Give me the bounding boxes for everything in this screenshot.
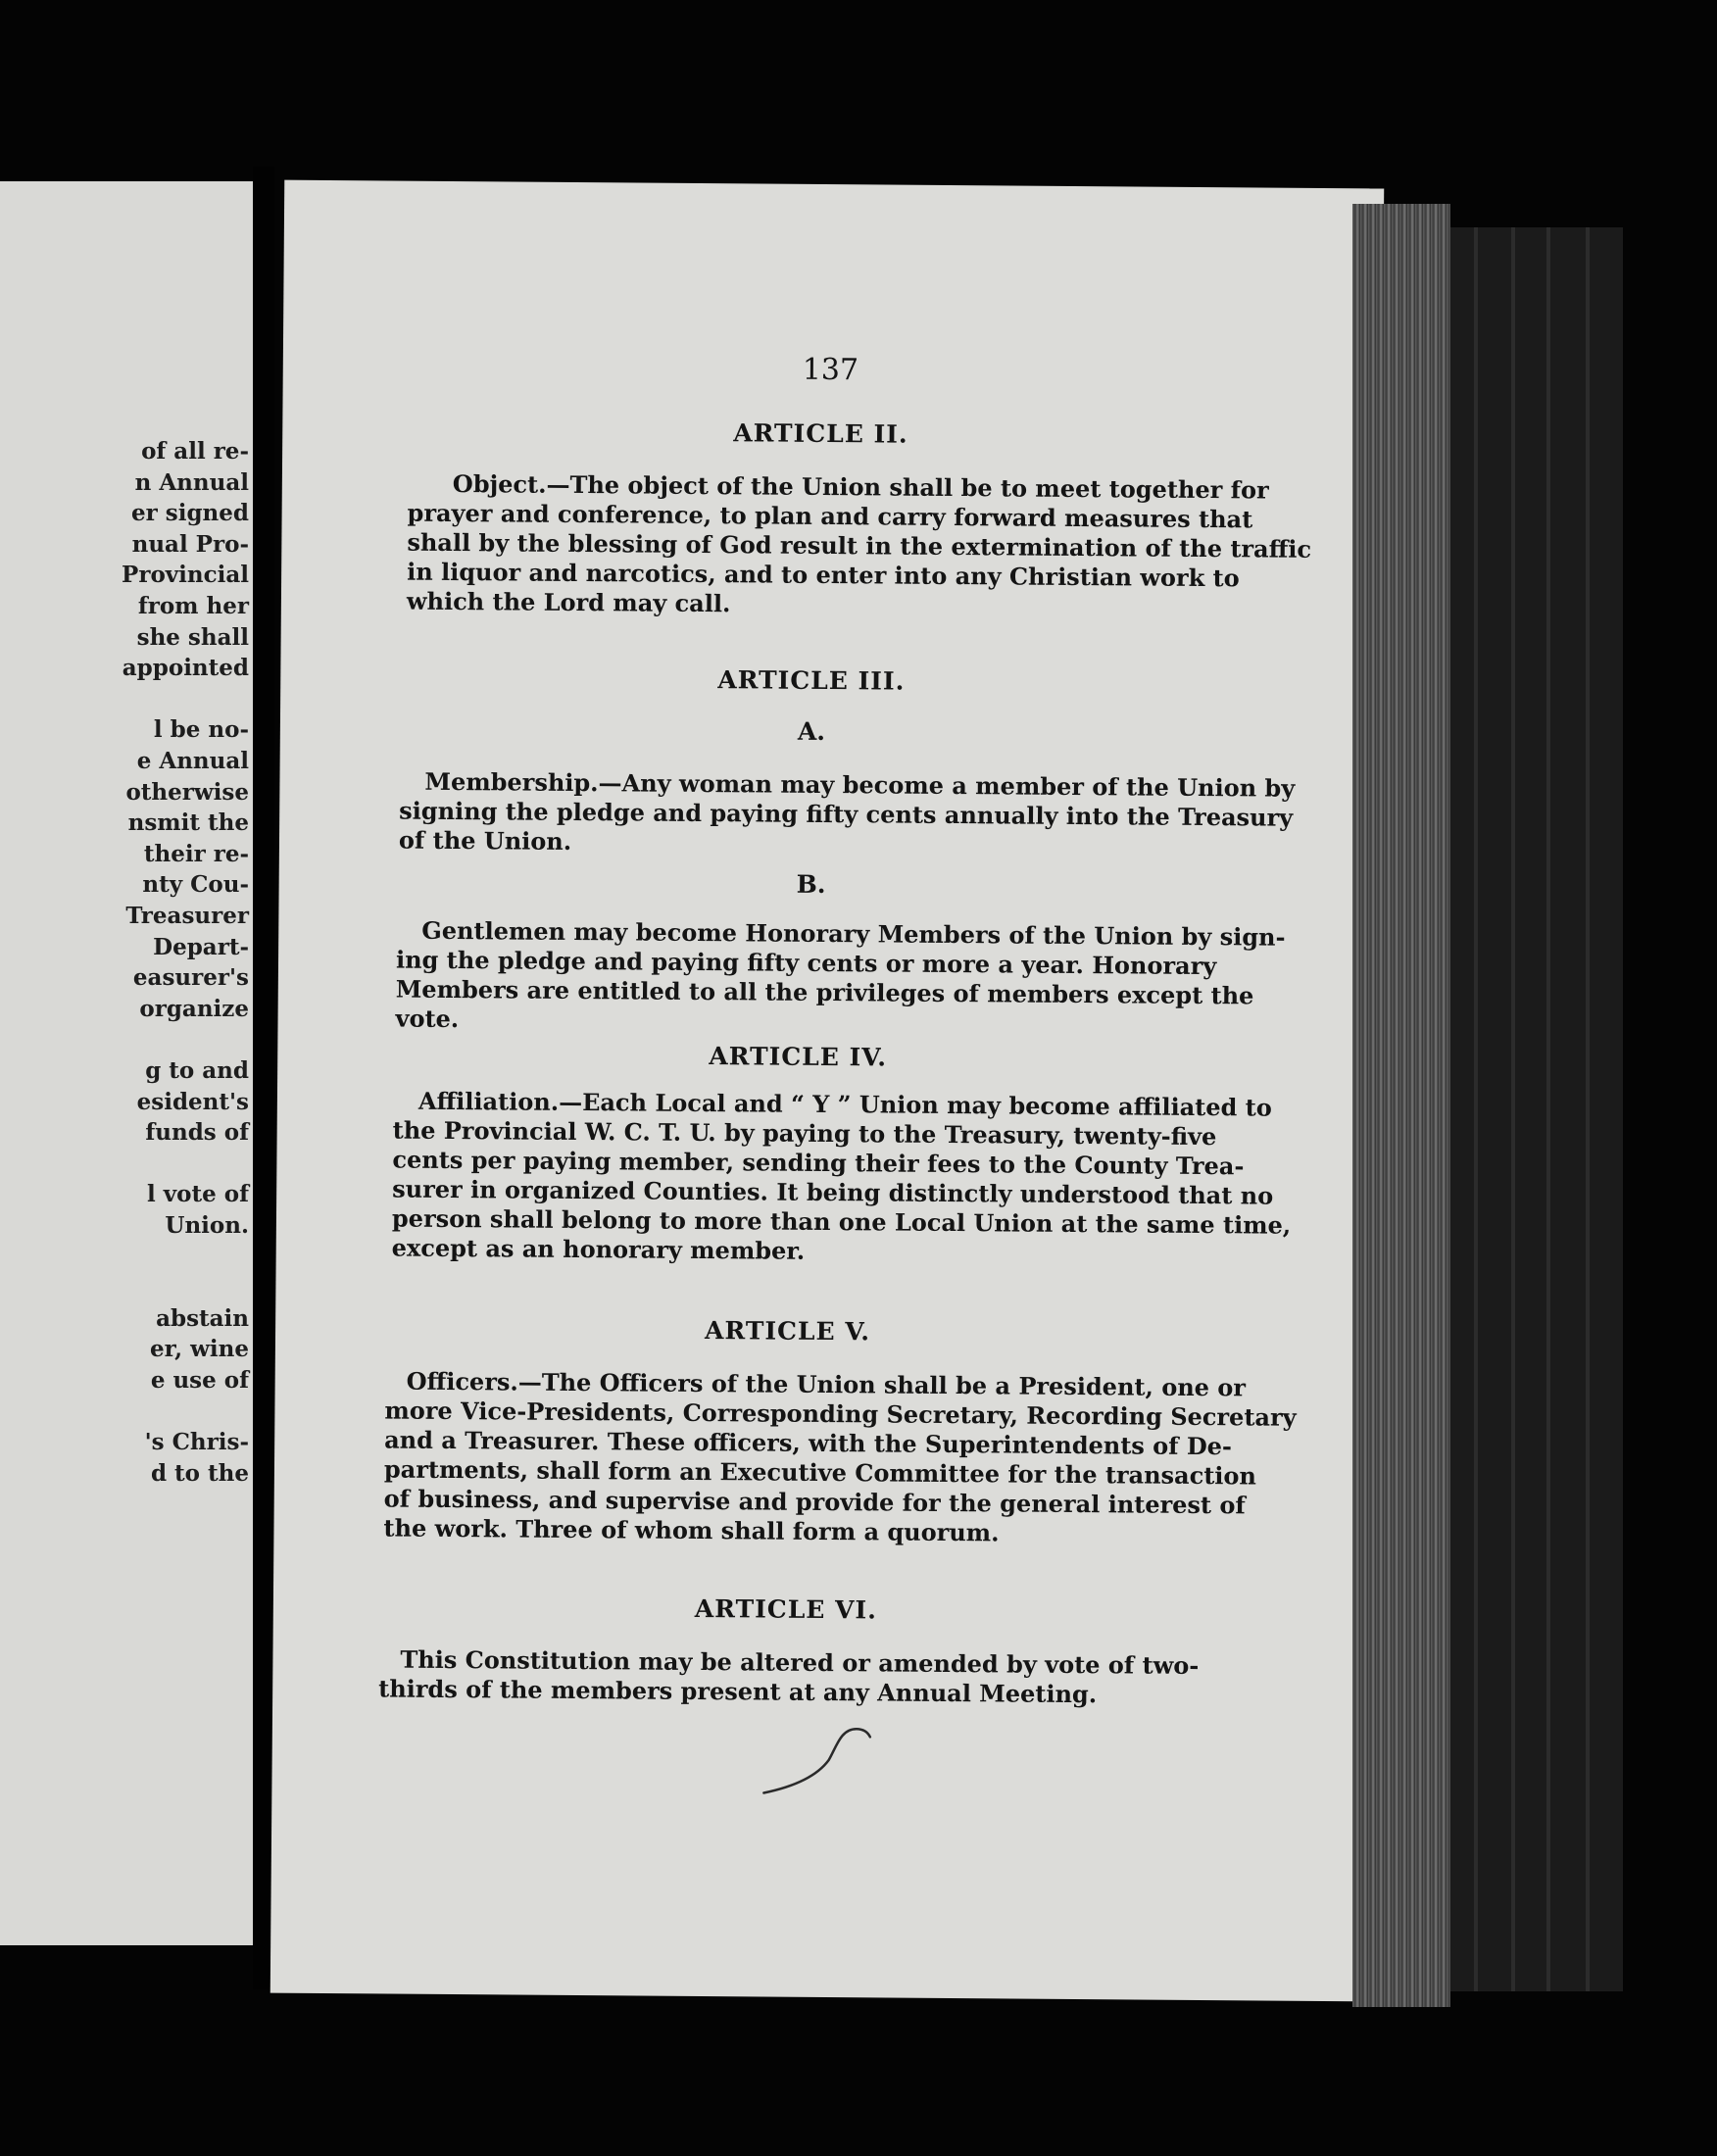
article-5-line: of business, and supervise and provide for the general interest of xyxy=(383,1484,1246,1520)
article-3a-line: signing the pledge and paying fifty cents annually into the Treasury xyxy=(399,796,1294,832)
article-2-line: shall by the blessing of God result in the extermination of the traffic xyxy=(407,527,1312,564)
article-2-line: which the Lord may call. xyxy=(406,586,731,618)
article-5-heading: ARTICLE V. xyxy=(704,1316,871,1347)
left-page-line: abstain xyxy=(156,1304,249,1332)
article-3b-line: vote. xyxy=(395,1004,460,1034)
article-5-line: the work. Three of whom shall form a quorum. xyxy=(383,1513,1000,1547)
left-page-line: e Annual xyxy=(136,748,249,774)
left-page-line: g to and xyxy=(145,1057,249,1084)
left-page-line: organize xyxy=(139,995,249,1022)
left-page-line: d to the xyxy=(150,1459,249,1487)
left-page-line: l vote of xyxy=(147,1181,249,1208)
left-page-line: Union. xyxy=(165,1212,249,1239)
left-page-line: n Annual xyxy=(134,468,249,496)
article-3a-line: of the Union. xyxy=(398,825,572,856)
right-page xyxy=(270,180,1384,2002)
left-page-line: nual Pro- xyxy=(131,530,249,558)
article-3-sub-a: A. xyxy=(797,716,826,746)
article-3b-line: Members are entitled to all the privileges of members except the xyxy=(395,974,1254,1010)
article-4-line: Affiliation.—Each Local and “ Y ” Union may become affiliated to xyxy=(417,1086,1272,1122)
left-page-line: easurer's xyxy=(132,964,249,992)
page-number: 137 xyxy=(802,352,859,388)
article-3-heading: ARTICLE III. xyxy=(717,665,906,696)
left-page-line: funds of xyxy=(145,1119,249,1147)
page-edges xyxy=(1352,204,1450,2007)
left-page-line: 's Chris- xyxy=(144,1429,249,1456)
article-3a-line: Membership.—Any woman may become a member of the Union by xyxy=(424,766,1296,803)
article-5-line: more Vice-Presidents, Corresponding Secretary, Recording Secretary xyxy=(384,1396,1297,1432)
article-4-line: the Provincial W. C. T. U. by paying to the Treasury, twenty-five xyxy=(392,1115,1217,1152)
article-3-sub-b: B. xyxy=(796,869,826,899)
article-6-line: thirds of the members present at any Annual Meeting. xyxy=(378,1674,1098,1709)
article-3b-line: ing the pledge and paying fifty cents or more a year. Honorary xyxy=(395,945,1217,981)
left-page-line: otherwise xyxy=(125,778,249,806)
article-4-heading: ARTICLE IV. xyxy=(709,1042,888,1072)
article-3b-line: Gentlemen may become Honorary Members of the Union by sign- xyxy=(421,915,1286,952)
left-page-line: their re- xyxy=(143,840,249,867)
left-page-line: appointed xyxy=(122,655,249,682)
left-page-line: Depart- xyxy=(153,933,249,960)
left-page-line: from her xyxy=(137,593,249,619)
article-4-line: surer in organized Counties. It being distinctly understood that no xyxy=(392,1174,1274,1210)
left-page-line: er, wine xyxy=(150,1336,249,1363)
left-page-line: nty Cou- xyxy=(142,871,249,899)
left-page-line: esident's xyxy=(136,1088,249,1115)
article-5-line: partments, shall form an Executive Committee for the transaction xyxy=(383,1454,1257,1491)
article-6-heading: ARTICLE VI. xyxy=(694,1593,878,1625)
book-cover xyxy=(1450,227,1623,1991)
article-2-line: in liquor and narcotics, and to enter into any Christian work to xyxy=(407,557,1240,593)
left-page-line: she shall xyxy=(136,623,249,651)
left-page-line: Treasurer xyxy=(125,903,249,929)
left-page-line: nsmit the xyxy=(127,809,249,837)
article-6-line: This Constitution may be altered or amended by vote of two- xyxy=(400,1644,1200,1680)
pencil-mark xyxy=(761,1723,890,1802)
left-page-line: Provincial xyxy=(122,562,249,589)
article-4-line: person shall belong to more than one Local Union at the same time, xyxy=(391,1203,1292,1240)
article-2-line: prayer and conference, to plan and carry forward measures that xyxy=(407,498,1253,534)
left-page-line: e use of xyxy=(150,1367,249,1394)
left-page-line: of all re- xyxy=(141,438,249,465)
left-page xyxy=(0,181,253,1945)
left-page-line: l be no- xyxy=(153,716,249,744)
article-4-line: except as an honorary member. xyxy=(391,1233,806,1265)
article-4-line: cents per paying member, sending their fees to the County Trea- xyxy=(392,1145,1245,1181)
article-5-line: Officers.—The Officers of the Union shall be a President, one or xyxy=(406,1366,1247,1402)
book-gutter xyxy=(253,167,274,1989)
left-page-line: er signed xyxy=(131,500,249,527)
article-2-line: Object.—The object of the Union shall be to meet together for xyxy=(452,468,1269,505)
article-5-line: and a Treasurer. These officers, with the Superintendents of De- xyxy=(384,1425,1233,1461)
article-2-heading: ARTICLE II. xyxy=(733,418,908,449)
